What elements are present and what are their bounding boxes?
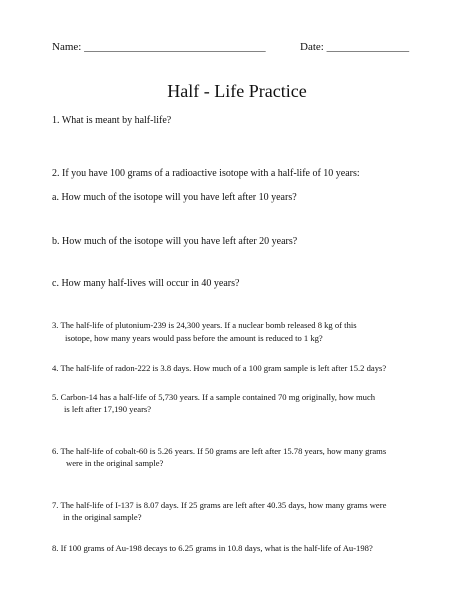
question-2: 2. If you have 100 grams of a radioactive isotope with a half-life of 10 years:	[52, 168, 360, 179]
question-6-line-1: 6. The half-life of cobalt-60 is 5.26 years. If 50 grams are left after 15.78 years, how many grams	[52, 446, 387, 456]
question-3-line-1: 3. The half-life of plutonium-239 is 24,300 years. If a nuclear bomb released 8 kg of this	[52, 320, 357, 330]
question-7-line-2: in the original sample?	[63, 512, 142, 522]
question-4: 4. The half-life of radon-222 is 3.8 days. How much of a 100 gram sample is left after 15.2 days?	[52, 363, 387, 373]
question-5-line-2: is left after 17,190 years?	[64, 404, 152, 414]
name-field: Name: _________________________________	[52, 41, 266, 53]
question-8: 8. If 100 grams of Au-198 decays to 6.25 grams in 10.8 days, what is the half-life of Au-198?	[52, 543, 373, 553]
question-6-line-2: were in the original sample?	[66, 458, 164, 468]
question-2a: a. How much of the isotope will you have left after 10 years?	[52, 192, 297, 203]
page-title: Half - Life Practice	[167, 81, 307, 101]
question-2c: c. How many half-lives will occur in 40 years?	[52, 278, 240, 289]
question-7-line-1: 7. The half-life of I-137 is 8.07 days. If 25 grams are left after 40.35 days, how many grams were	[52, 500, 387, 510]
question-1: 1. What is meant by half-life?	[52, 115, 172, 126]
question-2b: b. How much of the isotope will you have left after 20 years?	[52, 236, 298, 247]
question-5-line-1: 5. Carbon-14 has a half-life of 5,730 years. If a sample contained 70 mg originally, how much	[52, 392, 376, 402]
date-field: Date: _______________	[300, 41, 410, 53]
question-3-line-2: isotope, how many years would pass before the amount is reduced to 1 kg?	[65, 333, 323, 343]
